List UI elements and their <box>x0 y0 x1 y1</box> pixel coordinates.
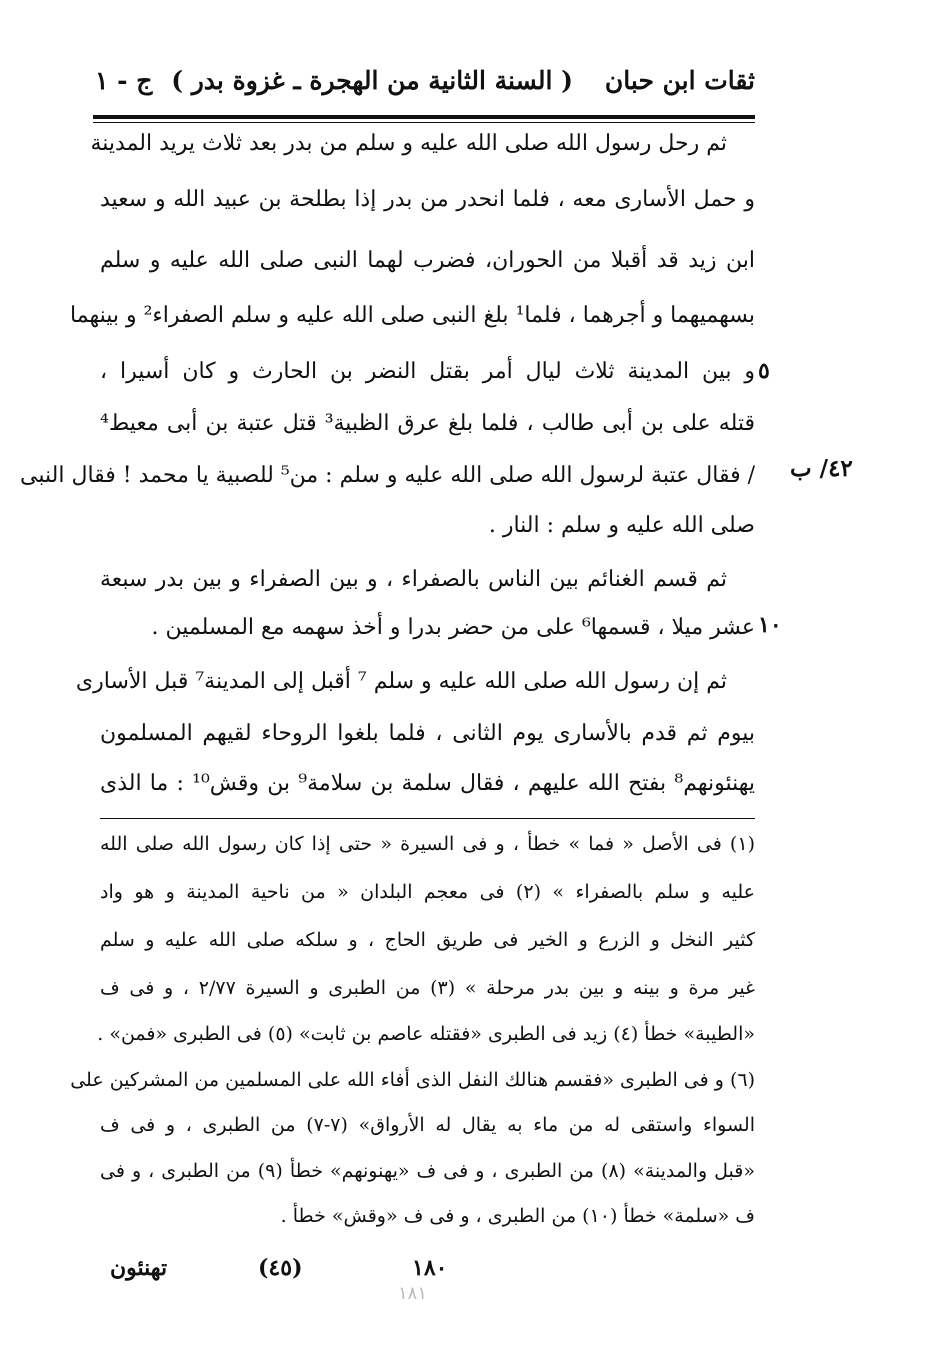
book-title: ثقات ابن حبان <box>604 66 755 95</box>
footnote-line: ف «سلمة» خطأ (١٠) من الطبرى ، و فى ف «وقش» خطأ . <box>280 1205 755 1227</box>
header-rule-thin <box>93 122 755 123</box>
manuscript-folio-marker: ٤٢/ ب <box>790 455 853 482</box>
footnote-line: كثير النخل و الزرع و الخير فى طريق الحاج ، و سلكه صلى الله عليه و سلم <box>100 929 755 951</box>
footnote-line: السواء واستقى له من ماء به يقال له الأرواق» (٧-٧) من الطبرى ، و فى ف <box>100 1114 755 1136</box>
footnote-line: (٦) و فى الطبرى «فقسم هنالك النفل الذى أفاء الله على المسلمين من المشركين على <box>70 1069 755 1091</box>
text-line: يهنئونهم⁸ بفتح الله عليهم ، فقال سلمة بن سلامة⁹ بن وقش¹⁰ : ما الذى <box>100 771 755 796</box>
section-title: ( السنة الثانية من الهجرة ـ غزوة بدر ) <box>171 66 573 95</box>
text-line: ثم رحل رسول الله صلى الله عليه و سلم من بدر بعد ثلاث يريد المدينة <box>90 131 727 156</box>
faint-page-stamp: ١٨١ <box>398 1283 428 1304</box>
footnote-line: «الطيبة» خطأ (٤) زيد فى الطبرى «فقتله عاصم بن ثابت» (٥) فى الطبرى «فمن» . <box>97 1023 755 1045</box>
catchword: تهنئون <box>110 1255 168 1281</box>
text-line: قتله على بن أبى طالب ، فلما بلغ عرق الظبية³ قتل عتبة بن أبى معيط⁴ <box>100 411 756 436</box>
footnote-line: عليه و سلم بالصفراء » (٢) فى معجم البلدان « من ناحية المدينة و هو واد <box>100 881 755 903</box>
text-line: ثم قسم الغنائم بين الناس بالصفراء ، و بين الصفراء و بين بدر سبعة <box>100 567 727 592</box>
text-line: ابن زيد قد أقبلا من الحوران، فضرب لهما النبى صلى الله عليه و سلم <box>100 248 755 273</box>
line-number-10: ١٠ <box>758 612 782 638</box>
text-line: بسهميهما و أجرهما ، فلما¹ بلغ النبى صلى الله عليه و سلم الصفراء² و بينهما <box>70 303 755 328</box>
footnote-line: (١) فى الأصل « فما » خطأ ، و فى السيرة « حتى إذا كان رسول الله صلى الله <box>100 833 755 855</box>
signature-mark: (٤٥) <box>258 1255 303 1281</box>
footnote-rule <box>100 818 755 819</box>
line-number-5: ٥ <box>758 358 770 384</box>
header-rule-thick <box>93 115 755 119</box>
footnote-line: غير مرة و بينه و بين بدر مرحلة » (٣) من الطبرى و السيرة ٢/٧٧ ، و فى ف <box>100 977 755 999</box>
text-line: / فقال عتبة لرسول الله صلى الله عليه و سلم : من⁵ للصبية يا محمد ! فقال النبى <box>20 463 755 488</box>
page-number: ١٨٠ <box>412 1255 448 1281</box>
text-line: و حمل الأسارى معه ، فلما انحدر من بدر إذا بطلحة بن عبيد الله و سعيد <box>100 187 755 212</box>
running-header <box>95 58 755 106</box>
text-line: بيوم ثم قدم بالأسارى يوم الثانى ، فلما بلغوا الروحاء لقيهم المسلمون <box>100 721 755 746</box>
text-line: صلى الله عليه و سلم : النار . <box>488 513 755 538</box>
text-line: عشر ميلا ، قسمها⁶ على من حضر بدرا و أخذ سهمه مع المسلمين . <box>151 615 755 640</box>
footnote-line: «قبل والمدينة» (٨) من الطبرى ، و فى ف «يهنونهم» خطأ (٩) من الطبرى ، و فى <box>100 1160 755 1182</box>
text-line: و بين المدينة ثلاث ليال أمر بقتل النضر بن الحارث و كان أسيرا ، <box>100 359 755 384</box>
volume-number: ج - ١ <box>95 66 153 95</box>
text-line: ثم إن رسول الله صلى الله عليه و سلم ⁷ أقبل إلى المدينة⁷ قبل الأسارى <box>75 669 727 694</box>
